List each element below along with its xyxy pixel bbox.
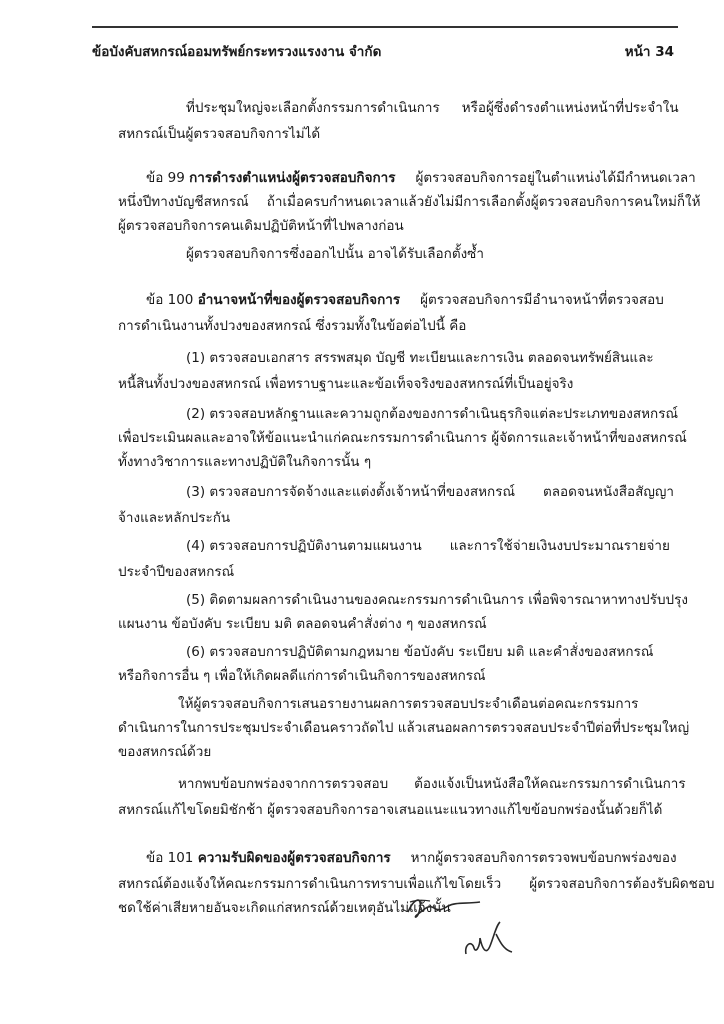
text-run: ถ้าเมื่อครบกำหนดเวลาแล้วยังไม่มีการเลือกตั้งผู้ตรวจสอบกิจการคนใหม่ก็ให้ bbox=[266, 194, 701, 210]
section-number: ข้อ 99 bbox=[146, 170, 185, 186]
text-run: ผู้ตรวจสอบกิจการมีอำนาจหน้าที่ตรวจสอบ bbox=[420, 292, 664, 308]
text-line: เพื่อประเมินผลและอาจให้ข้อแนะนำแก่คณะกรรมการดำเนินการ ผู้จัดการและเจ้าหน้าที่ของสหกรณ์ bbox=[118, 430, 687, 446]
section-99-heading bbox=[146, 168, 696, 188]
text-line: หรือกิจการอื่น ๆ เพื่อให้เกิดผลดีแก่การดำเนินกิจการของสหกรณ์ bbox=[118, 668, 486, 684]
section-number: ข้อ 101 bbox=[146, 850, 194, 866]
text-run: ผู้ตรวจสอบกิจการอยู่ในตำแหน่งได้มีกำหนดเวลา bbox=[415, 170, 696, 186]
text-run: หนึ่งปีทางบัญชีสหกรณ์ bbox=[118, 194, 249, 210]
text-line: ให้ผู้ตรวจสอบกิจการเสนอรายงานผลการตรวจสอบประจำเดือนต่อคณะกรรมการ bbox=[178, 696, 639, 712]
text-line: ทั้งทางวิชาการและทางปฏิบัติในกิจการนั้น ๆ bbox=[118, 454, 372, 470]
section-title: ความรับผิดของผู้ตรวจสอบกิจการ bbox=[197, 850, 391, 866]
text-line: ประจำปีของสหกรณ์ bbox=[118, 564, 235, 580]
text-run: (4) ตรวจสอบการปฏิบัติงานตามแผนงาน bbox=[186, 538, 422, 554]
text-line: ชดใช้ค่าเสียหายอันจะเกิดแก่สหกรณ์ด้วยเหตุอันไม่แจ้งนั้น bbox=[118, 900, 451, 916]
section-101-heading bbox=[146, 848, 677, 868]
text-run: หากพบข้อบกพร่องจากการตรวจสอบ bbox=[178, 776, 389, 792]
text-line: สหกรณ์แก้ไขโดยมิชักช้า ผู้ตรวจสอบกิจการอาจเสนอแนะแนวทางแก้ไขข้อบกพร่องนั้นด้วยก็ได้ bbox=[118, 802, 663, 818]
header-title: ข้อบังคับสหกรณ์ออมทรัพย์กระทรวงแรงงาน จำกัด bbox=[92, 44, 382, 60]
list-item-4 bbox=[186, 536, 670, 556]
section-title: อำนาจหน้าที่ของผู้ตรวจสอบกิจการ bbox=[197, 292, 401, 308]
text-run: หรือผู้ซึ่งดำรงตำแหน่งหน้าที่ประจำใน bbox=[461, 100, 679, 116]
list-item-5: (5) ติดตามผลการดำเนินงานของคณะกรรมการดำเนินการ เพื่อพิจารณาหาทางปรับปรุง bbox=[186, 592, 688, 608]
text-run: สหกรณ์ต้องแจ้งให้คณะกรรมการดำเนินการทราบเพื่อแก้ไขโดยเร็ว bbox=[118, 876, 502, 892]
text-line: จ้างและหลักประกัน bbox=[118, 510, 231, 526]
text-run: ผู้ตรวจสอบกิจการต้องรับผิดชอบ bbox=[529, 876, 715, 892]
list-item-3 bbox=[186, 482, 674, 502]
list-item-6: (6) ตรวจสอบการปฏิบัติตามกฎหมาย ข้อบังคับ ระเบียบ มติ และคำสั่งของสหกรณ์ bbox=[186, 644, 654, 660]
text-line: สหกรณ์เป็นผู้ตรวจสอบกิจการไม่ได้ bbox=[118, 126, 321, 142]
header-rule bbox=[92, 26, 678, 28]
section-title: การดำรงตำแหน่งผู้ตรวจสอบกิจการ bbox=[189, 170, 396, 186]
text-line bbox=[178, 774, 686, 794]
text-run: และการใช้จ่ายเงินงบประมาณรายจ่าย bbox=[449, 538, 670, 554]
section-100-heading bbox=[146, 290, 664, 310]
text-run: หากผู้ตรวจสอบกิจการตรวจพบข้อบกพร่องของ bbox=[410, 850, 677, 866]
text-line: ผู้ตรวจสอบกิจการคนเดิมปฏิบัติหน้าที่ไปพลางก่อน bbox=[118, 218, 404, 234]
signature-2 bbox=[460, 916, 520, 964]
text-run: ที่ประชุมใหญ่จะเลือกตั้งกรรมการดำเนินการ bbox=[186, 100, 440, 116]
text-run: (3) ตรวจสอบการจัดจ้างและแต่งตั้งเจ้าหน้าที่ของสหกรณ์ bbox=[186, 484, 515, 500]
text-line: การดำเนินงานทั้งปวงของสหกรณ์ ซึ่งรวมทั้งในข้อต่อไปนี้ คือ bbox=[118, 318, 467, 334]
text-line bbox=[118, 192, 701, 212]
section-number: ข้อ 100 bbox=[146, 292, 194, 308]
list-item-1: (1) ตรวจสอบเอกสาร สรรพสมุด บัญชี ทะเบียนและการเงิน ตลอดจนทรัพย์สินและ bbox=[186, 350, 654, 366]
page-number: หน้า 34 bbox=[624, 44, 674, 60]
list-item-2: (2) ตรวจสอบหลักฐานและความถูกต้องของการดำเนินธุรกิจแต่ละประเภทของสหกรณ์ bbox=[186, 406, 678, 422]
text-run: ตลอดจนหนังสือสัญญา bbox=[542, 484, 674, 500]
text-line: แผนงาน ข้อบังคับ ระเบียบ มติ ตลอดจนคำสั่งต่าง ๆ ของสหกรณ์ bbox=[118, 616, 487, 632]
text-line: ของสหกรณ์ด้วย bbox=[118, 744, 212, 760]
text-run: ต้องแจ้งเป็นหนังสือให้คณะกรรมการดำเนินการ bbox=[414, 776, 686, 792]
text-line: ผู้ตรวจสอบกิจการซึ่งออกไปนั้น อาจได้รับเลือกตั้งซ้ำ bbox=[186, 246, 484, 262]
text-line: ดำเนินการในการประชุมประจำเดือนคราวถัดไป แล้วเสนอผลการตรวจสอบประจำปีต่อที่ประชุมใหญ่ bbox=[118, 720, 690, 736]
text-line bbox=[186, 98, 679, 118]
text-line: หนี้สินทั้งปวงของสหกรณ์ เพื่อทราบฐานะและข้อเท็จจริงของสหกรณ์ที่เป็นอยู่จริง bbox=[118, 376, 574, 392]
